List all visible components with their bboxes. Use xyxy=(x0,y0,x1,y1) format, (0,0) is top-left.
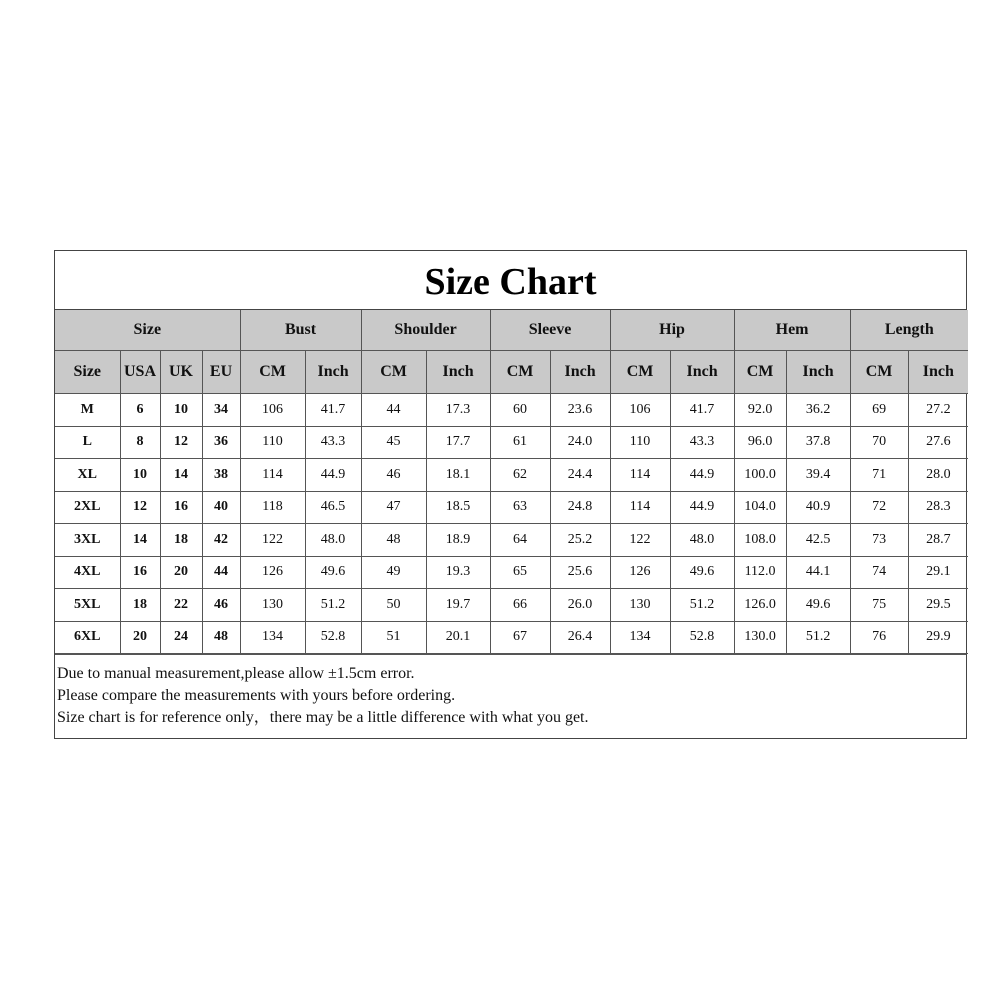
chart-title: Size Chart xyxy=(55,251,966,310)
table-cell: 24.8 xyxy=(550,491,610,524)
table-cell: 49.6 xyxy=(305,556,361,589)
table-cell: 18 xyxy=(160,524,202,557)
table-row xyxy=(55,524,968,557)
table-cell: 18 xyxy=(120,589,160,622)
column-header: Inch xyxy=(305,351,361,394)
table-cell: 114 xyxy=(240,459,305,492)
table-cell: 110 xyxy=(610,426,670,459)
table-cell: 61 xyxy=(490,426,550,459)
table-cell: 18.5 xyxy=(426,491,490,524)
notes xyxy=(55,654,966,738)
table-cell: 51.2 xyxy=(786,621,850,654)
table-row xyxy=(55,621,968,654)
table-cell: 45 xyxy=(361,426,426,459)
table-cell: 49.6 xyxy=(786,589,850,622)
column-header: Size xyxy=(55,351,120,394)
table-cell: 6 xyxy=(120,394,160,427)
column-header: CM xyxy=(850,351,908,394)
table-cell: 73 xyxy=(850,524,908,557)
table-cell: 28.3 xyxy=(908,491,968,524)
table-cell: 44.9 xyxy=(670,491,734,524)
table-cell: 51.2 xyxy=(305,589,361,622)
table-cell: 48 xyxy=(361,524,426,557)
table-row xyxy=(55,491,968,524)
table-cell: 118 xyxy=(240,491,305,524)
table-cell: 14 xyxy=(120,524,160,557)
column-header: USA xyxy=(120,351,160,394)
table-cell: 48.0 xyxy=(670,524,734,557)
table-cell: 20 xyxy=(160,556,202,589)
group-header-sleeve: Sleeve xyxy=(490,310,610,351)
table-cell: 26.0 xyxy=(550,589,610,622)
table-cell: 75 xyxy=(850,589,908,622)
table-cell: 10 xyxy=(160,394,202,427)
table-cell: 12 xyxy=(160,426,202,459)
group-header-shoulder: Shoulder xyxy=(361,310,490,351)
table-cell: 96.0 xyxy=(734,426,786,459)
table-cell: 126.0 xyxy=(734,589,786,622)
table-cell: 104.0 xyxy=(734,491,786,524)
table-cell: 130.0 xyxy=(734,621,786,654)
table-cell: 52.8 xyxy=(670,621,734,654)
table-cell: 25.2 xyxy=(550,524,610,557)
table-cell: 92.0 xyxy=(734,394,786,427)
table-cell: 19.7 xyxy=(426,589,490,622)
table-cell: 18.1 xyxy=(426,459,490,492)
note-line: Please compare the measurements with yours before ordering. xyxy=(57,687,456,704)
table-cell: 42.5 xyxy=(786,524,850,557)
table-cell: 20.1 xyxy=(426,621,490,654)
column-header: CM xyxy=(361,351,426,394)
table-row xyxy=(55,394,968,427)
table-cell: 130 xyxy=(610,589,670,622)
table-cell: 49 xyxy=(361,556,426,589)
table-cell: 46.5 xyxy=(305,491,361,524)
table-cell: 29.1 xyxy=(908,556,968,589)
table-cell: 16 xyxy=(120,556,160,589)
column-header: Inch xyxy=(550,351,610,394)
table-cell: 44.1 xyxy=(786,556,850,589)
table-cell: 71 xyxy=(850,459,908,492)
table-cell: 52.8 xyxy=(305,621,361,654)
table-cell: 17.7 xyxy=(426,426,490,459)
group-header-size: Size xyxy=(55,310,240,351)
table-cell: 110 xyxy=(240,426,305,459)
table-cell: 36 xyxy=(202,426,240,459)
table-cell: 43.3 xyxy=(670,426,734,459)
table-cell: 63 xyxy=(490,491,550,524)
table-cell: 14 xyxy=(160,459,202,492)
table-cell: 27.2 xyxy=(908,394,968,427)
column-header: Inch xyxy=(908,351,968,394)
table-cell: 20 xyxy=(120,621,160,654)
table-cell: 64 xyxy=(490,524,550,557)
table-cell: 41.7 xyxy=(305,394,361,427)
table-cell: 65 xyxy=(490,556,550,589)
table-cell: 126 xyxy=(240,556,305,589)
table-cell: 44 xyxy=(361,394,426,427)
table-cell: 17.3 xyxy=(426,394,490,427)
table-cell: 22 xyxy=(160,589,202,622)
table-cell: 16 xyxy=(160,491,202,524)
table-cell: 47 xyxy=(361,491,426,524)
table-cell: L xyxy=(55,426,120,459)
size-chart xyxy=(54,250,967,739)
group-header-row xyxy=(55,310,968,351)
table-cell: 122 xyxy=(240,524,305,557)
column-header: CM xyxy=(240,351,305,394)
table-cell: 12 xyxy=(120,491,160,524)
note-line: Size chart is for reference only，there may be a little difference with what you get. xyxy=(57,709,589,726)
table-cell: 37.8 xyxy=(786,426,850,459)
table-cell: 72 xyxy=(850,491,908,524)
table-cell: M xyxy=(55,394,120,427)
table-cell: 23.6 xyxy=(550,394,610,427)
column-header: EU xyxy=(202,351,240,394)
table-row xyxy=(55,589,968,622)
table-cell: 106 xyxy=(240,394,305,427)
table-cell: 34 xyxy=(202,394,240,427)
table-cell: 43.3 xyxy=(305,426,361,459)
table-cell: 38 xyxy=(202,459,240,492)
table-cell: 67 xyxy=(490,621,550,654)
column-header: UK xyxy=(160,351,202,394)
table-cell: 44 xyxy=(202,556,240,589)
table-cell: 40.9 xyxy=(786,491,850,524)
table-cell: 44.9 xyxy=(670,459,734,492)
subheader-row xyxy=(55,351,968,394)
table-cell: 24 xyxy=(160,621,202,654)
table-cell: 26.4 xyxy=(550,621,610,654)
group-header-length: Length xyxy=(850,310,968,351)
table-cell: 28.0 xyxy=(908,459,968,492)
table-cell: 46 xyxy=(361,459,426,492)
table-cell: 36.2 xyxy=(786,394,850,427)
note-line: Due to manual measurement,please allow ±1.5cm error. xyxy=(57,665,415,682)
table-cell: 48 xyxy=(202,621,240,654)
table-cell: 66 xyxy=(490,589,550,622)
table-cell: 114 xyxy=(610,491,670,524)
column-header: Inch xyxy=(670,351,734,394)
table-cell: 126 xyxy=(610,556,670,589)
table-cell: 24.0 xyxy=(550,426,610,459)
table-cell: 27.6 xyxy=(908,426,968,459)
table-cell: 29.9 xyxy=(908,621,968,654)
column-header: Inch xyxy=(786,351,850,394)
table-cell: 29.5 xyxy=(908,589,968,622)
table-cell: 100.0 xyxy=(734,459,786,492)
table-cell: 134 xyxy=(240,621,305,654)
column-header: Inch xyxy=(426,351,490,394)
table-row xyxy=(55,426,968,459)
table-row xyxy=(55,459,968,492)
column-header: CM xyxy=(734,351,786,394)
table-cell: 46 xyxy=(202,589,240,622)
table-cell: 112.0 xyxy=(734,556,786,589)
table-cell: 51 xyxy=(361,621,426,654)
table-cell: 42 xyxy=(202,524,240,557)
table-cell: 25.6 xyxy=(550,556,610,589)
table-cell: 44.9 xyxy=(305,459,361,492)
table-cell: 5XL xyxy=(55,589,120,622)
size-table xyxy=(55,310,968,654)
table-cell: 76 xyxy=(850,621,908,654)
table-cell: 39.4 xyxy=(786,459,850,492)
table-cell: 70 xyxy=(850,426,908,459)
table-cell: 28.7 xyxy=(908,524,968,557)
table-cell: 49.6 xyxy=(670,556,734,589)
table-cell: 18.9 xyxy=(426,524,490,557)
table-cell: 4XL xyxy=(55,556,120,589)
table-cell: 51.2 xyxy=(670,589,734,622)
table-cell: 134 xyxy=(610,621,670,654)
table-cell: 48.0 xyxy=(305,524,361,557)
table-cell: 69 xyxy=(850,394,908,427)
table-cell: 19.3 xyxy=(426,556,490,589)
table-cell: 8 xyxy=(120,426,160,459)
column-header: CM xyxy=(490,351,550,394)
table-cell: XL xyxy=(55,459,120,492)
table-row xyxy=(55,556,968,589)
table-cell: 3XL xyxy=(55,524,120,557)
table-cell: 122 xyxy=(610,524,670,557)
group-header-bust: Bust xyxy=(240,310,361,351)
table-cell: 60 xyxy=(490,394,550,427)
table-cell: 130 xyxy=(240,589,305,622)
table-cell: 10 xyxy=(120,459,160,492)
table-cell: 6XL xyxy=(55,621,120,654)
group-header-hip: Hip xyxy=(610,310,734,351)
table-cell: 40 xyxy=(202,491,240,524)
table-cell: 114 xyxy=(610,459,670,492)
table-cell: 62 xyxy=(490,459,550,492)
column-header: CM xyxy=(610,351,670,394)
table-cell: 24.4 xyxy=(550,459,610,492)
table-cell: 50 xyxy=(361,589,426,622)
table-cell: 41.7 xyxy=(670,394,734,427)
table-cell: 108.0 xyxy=(734,524,786,557)
table-cell: 74 xyxy=(850,556,908,589)
table-cell: 2XL xyxy=(55,491,120,524)
group-header-hem: Hem xyxy=(734,310,850,351)
table-cell: 106 xyxy=(610,394,670,427)
table-body xyxy=(55,394,968,654)
